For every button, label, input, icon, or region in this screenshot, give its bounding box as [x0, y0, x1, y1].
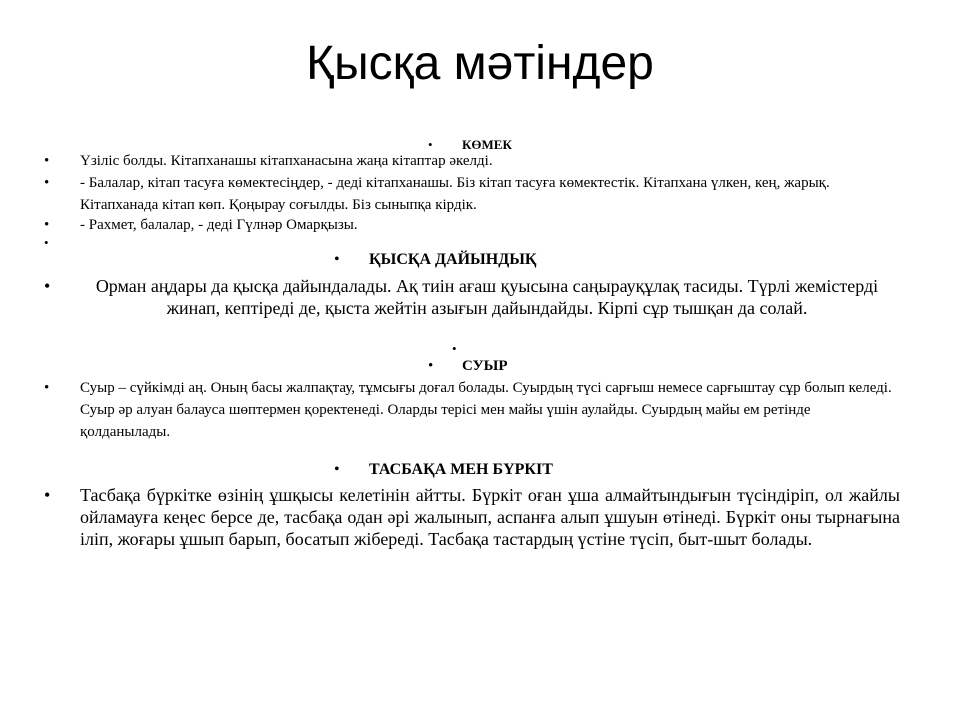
bullet: •: [44, 217, 50, 233]
bullet: •: [44, 380, 50, 396]
list-item: - Балалар, кітап тасуға көмектесіңдер, - деді кітапханашы. Біз кітап тасуға көмектестік. Кітапхана үлкен, кең, жарық. Кітапханада кітап көп. Қоңырау соғылды. Біз сыныпқа кірдік.: [80, 175, 830, 213]
list-item: Үзіліс болды. Кітапханашы кітапханасына жаңа кітаптар әкелді.: [80, 153, 493, 169]
bullet: •: [44, 175, 50, 191]
paragraph: Суыр – сүйкімді аң. Оның басы жалпақтау, тұмсығы доғал болады. Суырдың түсі сарғыш немесе сарғыштау сұр болып келеді. Суыр әр алуан балауса шөптермен қоректенеді. Оларды терісі мен майы үшін аулайды. Суырдың майы ем ретінде қолданылады.: [80, 380, 892, 440]
bullet: •: [334, 251, 340, 268]
bullet: •: [44, 235, 49, 250]
section-heading-tasbaka: ТАСБАҚА МЕН БҮРКІТ: [369, 461, 553, 478]
bullet: •: [334, 461, 340, 478]
paragraph: Тасбақа бүркітке өзінің ұшқысы келетінін айтты. Бүркіт оған ұша алмайтындығын түсіндіріп, ол жайлы ойламауға кеңес берсе де, тасбақа одан әрі жалынып, аспанға алып ұшуын өтінеді. Бүркіт оны тырнағына іліп, жоғары ұшып барып, босатып жібереді. Тасбақа тастардың үстіне түсіп, быт-шыт болады.: [80, 485, 900, 549]
slide-title: Қысқа мәтіндер: [306, 37, 654, 90]
bullet: •: [428, 358, 434, 374]
bullet: •: [44, 485, 51, 505]
section-heading-suyr: СУЫР: [462, 358, 508, 374]
section-heading-kyska-dayyndyk: ҚЫСҚА ДАЙЫНДЫҚ: [369, 251, 537, 268]
list-item: - Рахмет, балалар, - деді Гүлнәр Омарқызы.: [80, 217, 358, 233]
bullet: •: [44, 153, 50, 169]
bullet: •: [428, 137, 433, 152]
bullet: •: [452, 341, 457, 356]
section-heading-komek: КӨМЕК: [462, 137, 512, 152]
paragraph: Орман аңдары да қысқа дайындалады. Ақ тиін ағаш қуысына саңырауқұлақ тасиды. Түрлі жемістерді жинап, кептіреді де, қыста жейтін азығын дайындайды. Кірпі сұр тышқан да солай.: [95, 276, 879, 318]
bullet: •: [44, 276, 51, 296]
